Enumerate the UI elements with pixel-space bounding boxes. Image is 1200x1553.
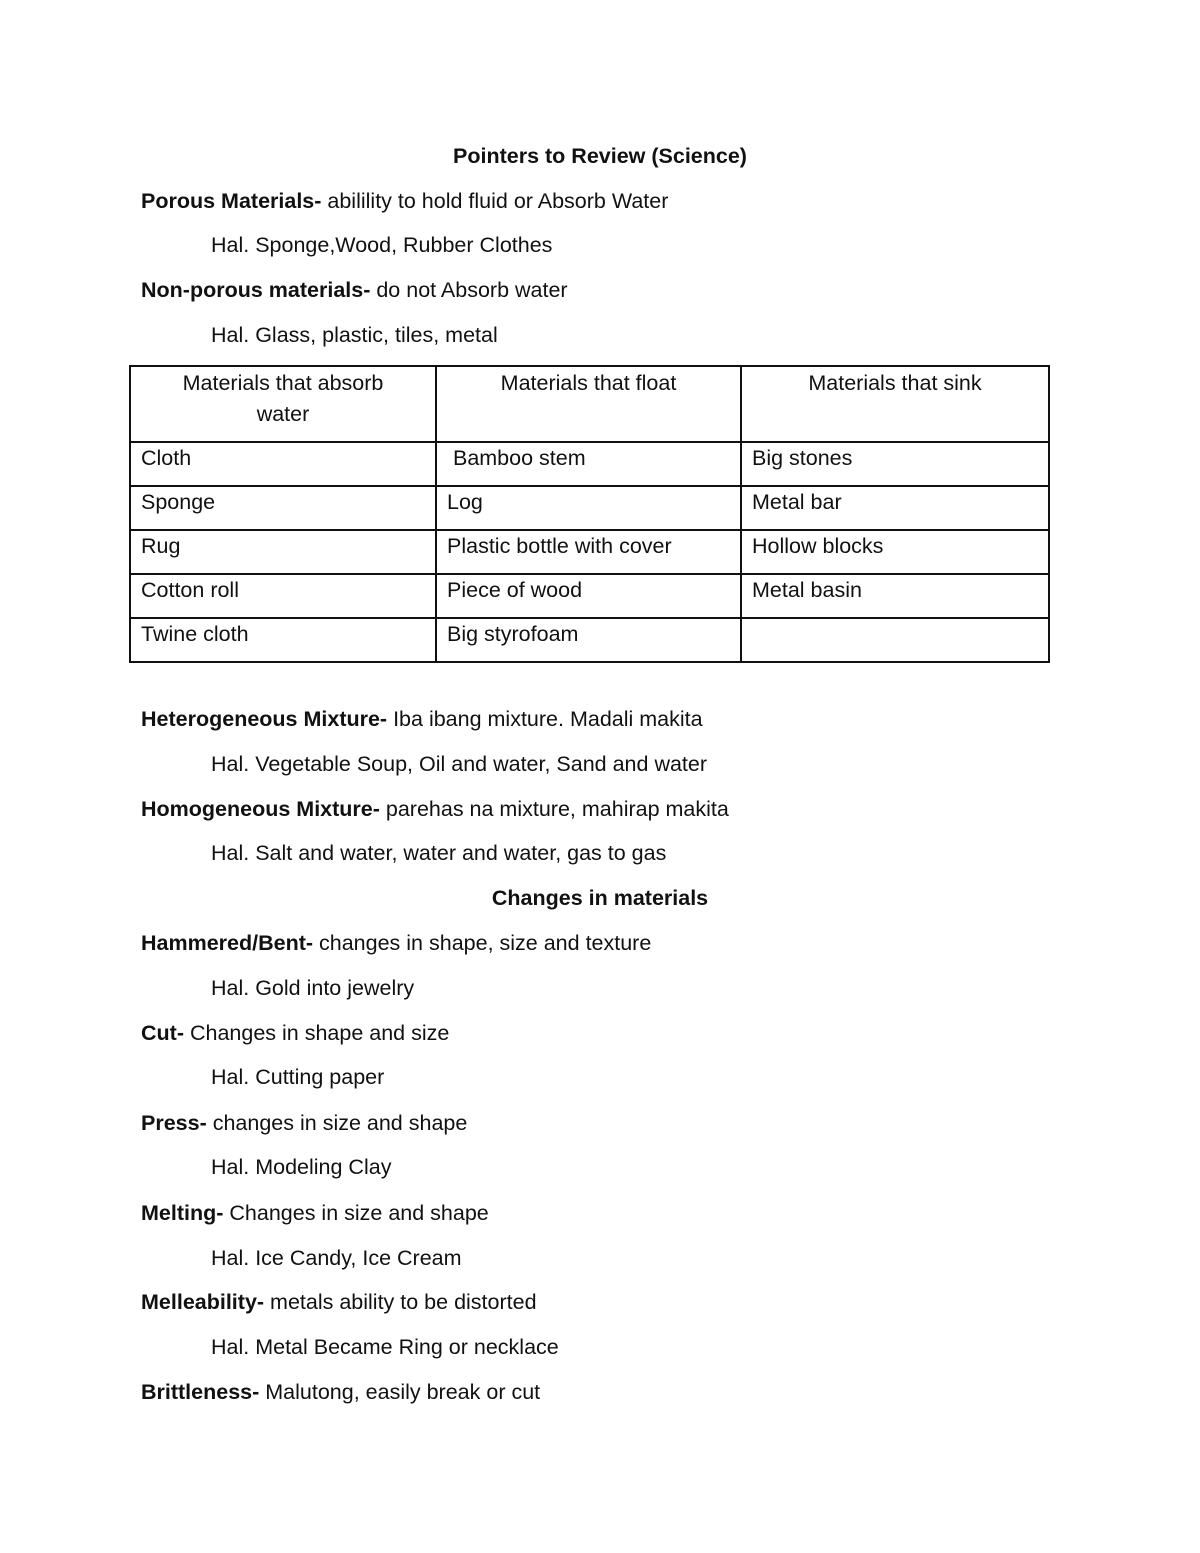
porous-term: Porous Materials- bbox=[141, 189, 322, 213]
homogeneous-example: Hal. Salt and water, water and water, gas to gas bbox=[211, 841, 667, 865]
table-cell: Log bbox=[436, 486, 741, 530]
materials-table bbox=[129, 365, 1050, 663]
melting-example: Hal. Ice Candy, Ice Cream bbox=[211, 1246, 462, 1270]
melleability-definition-line bbox=[141, 1289, 537, 1315]
table-cell: Plastic bottle with cover bbox=[436, 530, 741, 574]
homogeneous-definition-line bbox=[141, 796, 729, 822]
table-row bbox=[130, 486, 1049, 530]
table-cell: Rug bbox=[130, 530, 436, 574]
melting-definition: Changes in size and shape bbox=[223, 1201, 489, 1225]
cut-definition-line bbox=[141, 1020, 449, 1046]
table-row bbox=[130, 618, 1049, 662]
homogeneous-definition: parehas na mixture, mahirap makita bbox=[379, 797, 729, 821]
table-row bbox=[130, 574, 1049, 618]
page-title: Pointers to Review (Science) bbox=[453, 144, 747, 168]
cut-term: Cut- bbox=[141, 1021, 184, 1045]
non-porous-definition-line bbox=[141, 277, 568, 303]
press-example: Hal. Modeling Clay bbox=[211, 1155, 392, 1179]
porous-example: Hal. Sponge,Wood, Rubber Clothes bbox=[211, 233, 553, 257]
table-cell: Cotton roll bbox=[130, 574, 436, 618]
press-definition-line bbox=[141, 1110, 467, 1136]
hammered-definition-line bbox=[141, 930, 651, 956]
table-cell: Big styrofoam bbox=[436, 618, 741, 662]
homogeneous-term: Homogeneous Mixture- bbox=[141, 797, 380, 821]
heterogeneous-term: Heterogeneous Mixture- bbox=[141, 707, 388, 731]
table-cell: Metal bar bbox=[741, 486, 1049, 530]
header-sink: Materials that sink bbox=[741, 366, 1049, 442]
table-cell bbox=[741, 618, 1049, 662]
brittleness-definition: Malutong, easily break or cut bbox=[259, 1380, 541, 1404]
table-cell: Big stones bbox=[741, 442, 1049, 486]
table-header-row bbox=[130, 366, 1049, 442]
press-definition: changes in size and shape bbox=[206, 1111, 468, 1135]
hammered-example: Hal. Gold into jewelry bbox=[211, 976, 415, 1000]
non-porous-definition: do not Absorb water bbox=[370, 278, 568, 302]
table-cell: Metal basin bbox=[741, 574, 1049, 618]
brittleness-definition-line bbox=[141, 1379, 540, 1405]
table-cell: Hollow blocks bbox=[741, 530, 1049, 574]
table-cell: Twine cloth bbox=[130, 618, 436, 662]
table-cell: Bamboo stem bbox=[436, 442, 741, 486]
melting-definition-line bbox=[141, 1200, 489, 1226]
press-term: Press- bbox=[141, 1111, 207, 1135]
hammered-definition: changes in shape, size and texture bbox=[313, 931, 652, 955]
melleability-example: Hal. Metal Became Ring or necklace bbox=[211, 1335, 559, 1359]
table-cell: Piece of wood bbox=[436, 574, 741, 618]
melleability-definition: metals ability to be distorted bbox=[264, 1290, 537, 1314]
non-porous-example: Hal. Glass, plastic, tiles, metal bbox=[211, 323, 498, 347]
heterogeneous-definition-line bbox=[141, 706, 703, 732]
table-row bbox=[130, 530, 1049, 574]
porous-definition-line bbox=[141, 188, 668, 214]
table-cell: Cloth bbox=[130, 442, 436, 486]
heterogeneous-definition: Iba ibang mixture. Madali makita bbox=[387, 707, 703, 731]
table-row bbox=[130, 442, 1049, 486]
cut-definition: Changes in shape and size bbox=[183, 1021, 450, 1045]
melleability-term: Melleability- bbox=[141, 1290, 265, 1314]
cut-example: Hal. Cutting paper bbox=[211, 1065, 385, 1089]
melting-term: Melting- bbox=[141, 1201, 224, 1225]
brittleness-term: Brittleness- bbox=[141, 1380, 260, 1404]
hammered-term: Hammered/Bent- bbox=[141, 931, 314, 955]
porous-definition: abilility to hold fluid or Absorb Water bbox=[321, 189, 669, 213]
changes-heading: Changes in materials bbox=[491, 886, 709, 910]
header-absorb: Materials that absorb water bbox=[130, 366, 436, 442]
heterogeneous-example: Hal. Vegetable Soup, Oil and water, Sand and water bbox=[211, 752, 708, 776]
non-porous-term: Non-porous materials- bbox=[141, 278, 371, 302]
table-cell: Sponge bbox=[130, 486, 436, 530]
header-float: Materials that float bbox=[436, 366, 741, 442]
